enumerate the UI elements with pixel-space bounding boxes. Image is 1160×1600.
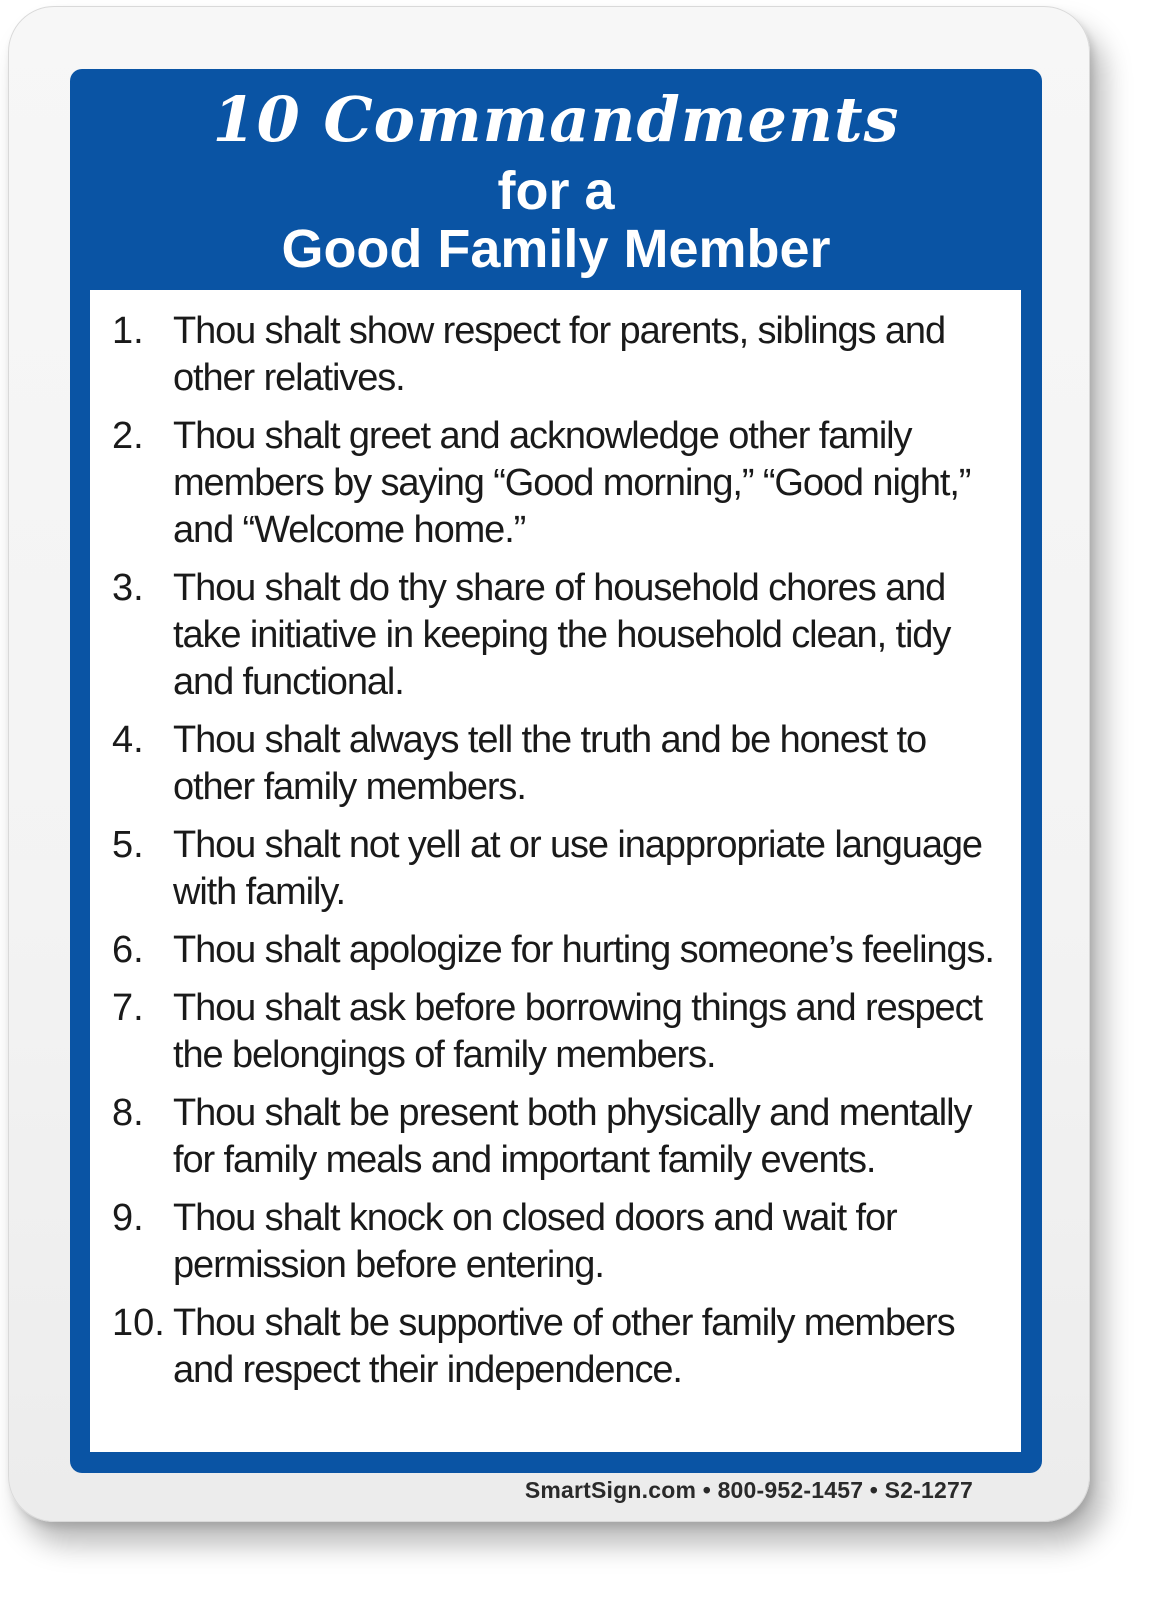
sign-title-decorative: 10 Commandments	[212, 83, 900, 156]
commandment-text: Thou shalt do thy share of household chores and take initiative in keeping the household clean, tidy and functional.	[173, 567, 951, 703]
commandment-item	[90, 1195, 1021, 1289]
commandment-text: Thou shalt be present both physically and mentally for family meals and important family events.	[173, 1092, 972, 1181]
commandment-number: 4.	[112, 719, 144, 761]
commandment-item	[90, 565, 1021, 706]
commandment-item	[90, 927, 1021, 974]
commandment-item	[90, 1090, 1021, 1184]
commandment-item	[90, 1300, 1021, 1394]
commandment-item	[90, 308, 1021, 402]
commandments-list	[90, 308, 1021, 1405]
commandment-text: Thou shalt show respect for parents, siblings and other relatives.	[173, 310, 945, 399]
commandment-item	[90, 717, 1021, 811]
sign-board	[8, 6, 1090, 1522]
commandment-text: Thou shalt always tell the truth and be honest to other family members.	[173, 719, 927, 808]
commandment-number: 1.	[112, 310, 144, 352]
commandment-number: 2.	[112, 415, 144, 457]
commandment-number: 5.	[112, 824, 144, 866]
commandment-item	[90, 822, 1021, 916]
sign-title-line-2: for a	[497, 161, 615, 221]
commandment-text: Thou shalt ask before borrowing things and respect the belongings of family members.	[173, 987, 982, 1076]
commandment-number: 10.	[112, 1302, 165, 1344]
blue-panel	[70, 69, 1042, 1473]
commandment-item	[90, 985, 1021, 1079]
commandment-number: 9.	[112, 1197, 144, 1239]
commandment-number: 7.	[112, 987, 144, 1029]
sign-header	[70, 69, 1042, 291]
commandments-panel	[90, 290, 1021, 1452]
commandment-number: 8.	[112, 1092, 144, 1134]
commandment-text: Thou shalt be supportive of other family members and respect their independence.	[173, 1302, 955, 1391]
commandment-text: Thou shalt apologize for hurting someone’s feelings.	[173, 929, 994, 971]
commandment-text: Thou shalt greet and acknowledge other family members by saying “Good morning,” “Good night,” and “Welcome home.”	[173, 415, 971, 551]
sign-title-line-3: Good Family Member	[281, 219, 831, 279]
commandment-item	[90, 413, 1021, 554]
sign-footer: SmartSign.com • 800-952-1457 • S2-1277	[524, 1477, 973, 1503]
commandment-number: 6.	[112, 929, 144, 971]
commandment-text: Thou shalt not yell at or use inappropriate language with family.	[173, 824, 982, 913]
commandment-text: Thou shalt knock on closed doors and wait for permission before entering.	[173, 1197, 897, 1286]
commandment-number: 3.	[112, 567, 144, 609]
